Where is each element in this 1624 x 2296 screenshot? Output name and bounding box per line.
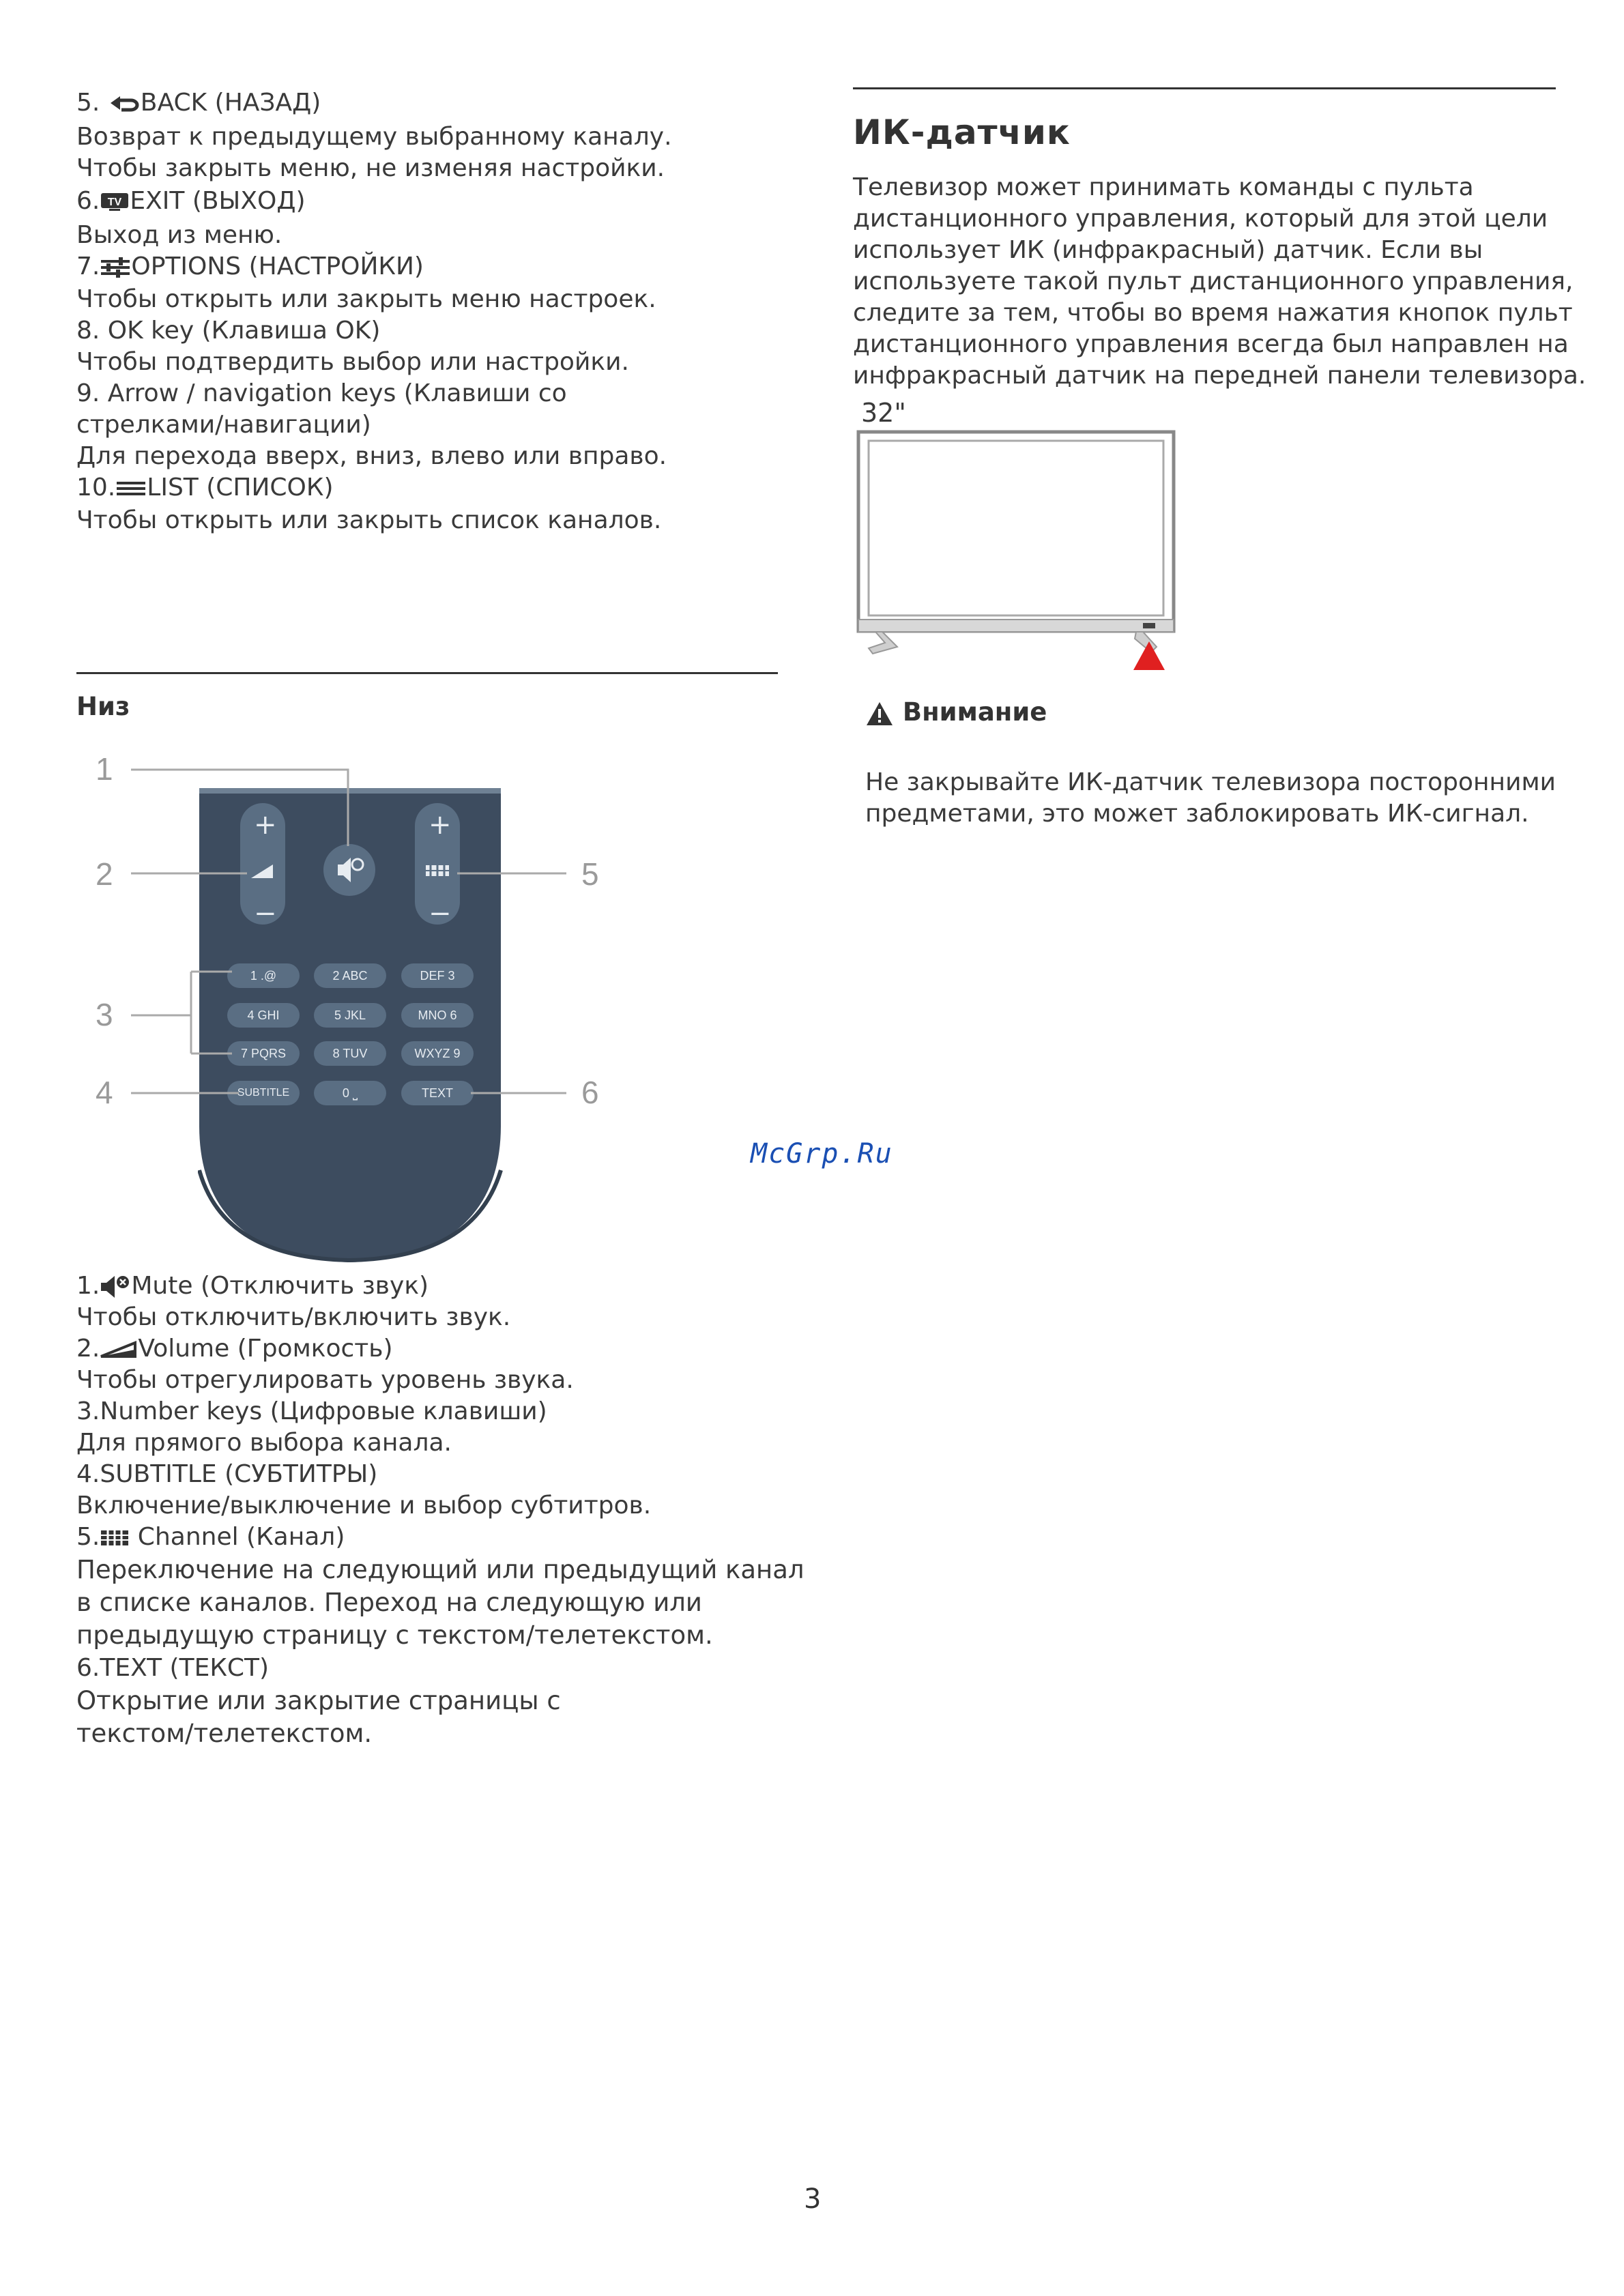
right-top-rule xyxy=(853,87,1556,89)
bottom-heading: Низ xyxy=(76,692,130,721)
lb-line-6: 4.SUBTITLE (СУБТИТРЫ) xyxy=(76,1460,378,1488)
lb-line-13: Открытие или закрытие страницы с xyxy=(76,1686,561,1715)
callout-3: 3 xyxy=(96,997,113,1032)
callout-2: 2 xyxy=(96,856,113,892)
lt-line-10: стрелками/навигации) xyxy=(76,411,371,439)
callout-6: 6 xyxy=(581,1075,599,1110)
lb-line-10: в списке каналов. Переход на следующую или xyxy=(76,1588,702,1617)
lt-line-4: Выход из меню. xyxy=(76,221,282,249)
lb-line-11: предыдущую страницу с текстом/телетекстом. xyxy=(76,1621,713,1650)
lt-line-11: Для перехода вверх, вниз, влево или вправо. xyxy=(76,442,667,470)
lt-line-1: Возврат к предыдущему выбранному каналу. xyxy=(76,123,672,151)
num-key-1[interactable]: 1 .@ xyxy=(227,963,300,988)
caution-line-0: Не закрывайте ИК-датчик телевизора посторонними xyxy=(865,768,1556,796)
lt-line-3: 6. TV EXIT (ВЫХОД) xyxy=(76,187,306,215)
list-icon xyxy=(115,478,147,499)
num-key-4[interactable]: 4 GHI xyxy=(227,1003,300,1028)
tv-exit-icon xyxy=(100,192,130,212)
num-key-0[interactable]: 0 ⎵ xyxy=(314,1081,386,1105)
page-number: 3 xyxy=(804,2183,822,2215)
watermark: McGrp.Ru xyxy=(751,1138,893,1169)
num-key-9[interactable]: WXYZ 9 xyxy=(401,1041,474,1066)
subtitle-button[interactable]: SUBTITLE xyxy=(227,1081,300,1105)
callout-lines xyxy=(89,751,594,1105)
callout-4: 4 xyxy=(96,1075,113,1110)
caution-title-row: Внимание xyxy=(865,697,1047,727)
lb-line-3: Чтобы отрегулировать уровень звука. xyxy=(76,1366,574,1394)
lb-line-4: 3.Number keys (Цифровые клавиши) xyxy=(76,1397,547,1425)
lt-line-13: Чтобы открыть или закрыть список каналов. xyxy=(76,506,662,534)
lb-line-9: Переключение на следующий или предыдущий канал xyxy=(76,1555,804,1584)
num-key-8[interactable]: 8 TUV xyxy=(314,1041,386,1066)
lb-line-8: 5. Channel (Канал) xyxy=(76,1523,345,1551)
lt-line-12: 10. LIST (СПИСОК) xyxy=(76,474,334,502)
lt-line-2: Чтобы закрыть меню, не изменяя настройки. xyxy=(76,154,665,182)
lb-line-2: 2. Volume (Громкость) xyxy=(76,1335,393,1363)
caution-line-1: предметами, это может заблокировать ИК-сигнал. xyxy=(865,800,1529,828)
callout-5: 5 xyxy=(581,856,599,892)
ir-sensor-heading: ИК-датчик xyxy=(853,113,1071,152)
ir-sensor-marker xyxy=(1133,641,1165,670)
ir-para-3: используете такой пульт дистанционного управления, xyxy=(853,267,1574,295)
lt-line-7: 8. OK key (Клавиша OK) xyxy=(76,317,381,345)
lb-line-0: 1. Mute (Отключить звук) xyxy=(76,1272,429,1300)
lt-line-5: 7. OPTIONS (НАСТРОЙКИ) xyxy=(76,252,424,280)
lb-line-12: 6.TEXT (ТЕКСТ) xyxy=(76,1654,270,1682)
lb-line-7: Включение/выключение и выбор субтитров. xyxy=(76,1492,652,1520)
svg-text:TV: TV xyxy=(108,197,122,208)
volume-icon xyxy=(100,1340,138,1359)
ir-para-4: следите за тем, чтобы во время нажатия кнопок пульт xyxy=(853,299,1573,327)
lt-line-6: Чтобы открыть или закрыть меню настроек. xyxy=(76,285,656,313)
ir-para-5: дистанционного управления всегда был направлен на xyxy=(853,330,1569,358)
options-sliders-icon xyxy=(100,257,131,278)
back-arrow-icon xyxy=(108,93,141,114)
lb-line-1: Чтобы отключить/включить звук. xyxy=(76,1303,511,1331)
left-section-rule xyxy=(76,672,778,674)
num-key-7[interactable]: 7 PQRS xyxy=(227,1041,300,1066)
lb-line-14: текстом/телетекстом. xyxy=(76,1719,373,1748)
tv-size-label: 32" xyxy=(861,398,906,428)
vol-plus-label: + xyxy=(254,809,277,841)
ir-para-6: инфракрасный датчик на передней панели телевизора. xyxy=(853,362,1586,390)
ir-para-1: дистанционного управления, который для этой цели xyxy=(853,205,1548,233)
num-key-6[interactable]: MNO 6 xyxy=(401,1003,474,1028)
tv-diagram xyxy=(856,430,1184,675)
warning-triangle-icon xyxy=(865,701,894,727)
channel-grid-icon xyxy=(100,1528,130,1547)
text-button[interactable]: TEXT xyxy=(401,1081,474,1105)
callout-1: 1 xyxy=(96,751,113,787)
lt-line-9: 9. Arrow / navigation keys (Клавиши со xyxy=(76,379,567,407)
ch-minus-label: − xyxy=(429,898,452,929)
num-key-5[interactable]: 5 JKL xyxy=(314,1003,386,1028)
lt-line-0: 5. BACK (НАЗАД) xyxy=(76,89,321,117)
vol-minus-label: − xyxy=(254,898,277,929)
ir-para-2: использует ИК (инфракрасный) датчик. Если вы xyxy=(853,236,1483,264)
ch-plus-label: + xyxy=(429,809,452,841)
lt-line-8: Чтобы подтвердить выбор или настройки. xyxy=(76,348,629,376)
num-key-2[interactable]: 2 ABC xyxy=(314,963,386,988)
ir-para-0: Телевизор может принимать команды с пульта xyxy=(853,173,1474,201)
mute-icon xyxy=(100,1275,131,1299)
lb-line-5: Для прямого выбора канала. xyxy=(76,1429,452,1457)
num-key-3[interactable]: DEF 3 xyxy=(401,963,474,988)
